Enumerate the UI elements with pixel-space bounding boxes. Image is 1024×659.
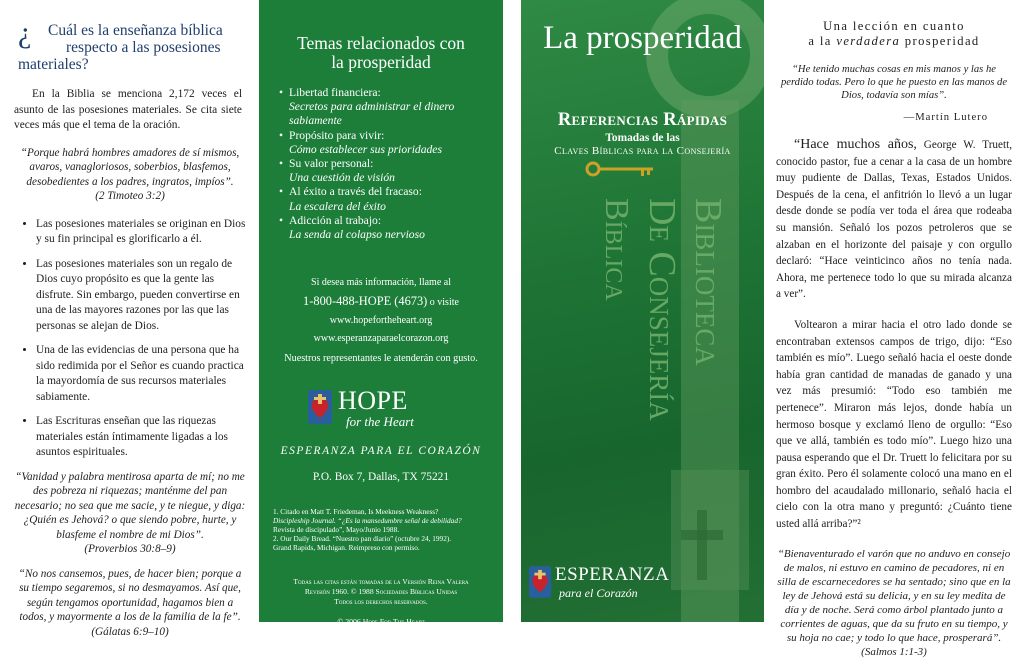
vertical-title-biblioteca: Biblioteca <box>687 198 729 366</box>
verse-proverbs <box>14 470 246 557</box>
lesson-heading-line-1: Una lección en cuanto <box>823 19 965 33</box>
list-item: • Las Escrituras enseñan que las riquezas materiales están íntimamente ligadas a los asuntos espirituales. <box>36 414 246 461</box>
story-paragraph-1 <box>776 137 1012 303</box>
contact-block <box>259 274 503 368</box>
topic-item[interactable]: • Su valor personal: Una cuestión de visión <box>289 157 503 185</box>
key-icon <box>585 160 657 178</box>
brand-subtitle: para el Corazón <box>559 586 638 600</box>
question-line-3: materiales? <box>18 56 89 73</box>
logo-for-heart-text: for the Heart <box>346 414 414 430</box>
verse-timothy <box>14 146 246 204</box>
topic-subtitle: La escalera del éxito <box>289 199 386 213</box>
brand-name: ESPERANZA <box>555 564 670 585</box>
heart-logo-icon <box>306 388 334 426</box>
verse-text: “Porque habrá hombres amadores de sí mismos, avaros, vanagloriosos, soberbios, blasfemos, desobedientes a los padres, ingratos, impíos”. <box>20 146 240 188</box>
copyright-line: Todos los derechos reservados. <box>334 597 428 607</box>
topic-title: Al éxito a través del fracaso: <box>289 185 422 199</box>
footnote-line: 1. Citado en Matt T. Friedeman, Is Meekness Weakness? <box>273 507 439 517</box>
copyright-line: Todas las citas están tomadas de la Versión Reina Valera <box>293 577 469 587</box>
luther-quote: “He tenido muchas cosas en mis manos y las he perdido todas. Pero lo que he puesto en las manos de Dios, todavía son mías”. <box>780 64 1008 101</box>
topic-title: Su valor personal: <box>289 157 374 171</box>
footnote-line: Grand Rapids, Michigan. Reimpreso con permiso. <box>273 543 420 553</box>
title-line-1: Temas relacionados con <box>297 33 465 53</box>
copyright-hope: © 2006 Hope For The Heart <box>337 617 425 627</box>
verse-reference: (Salmos 1:1-3) <box>861 645 927 658</box>
story-lead: “Hace muchos años, <box>794 137 917 152</box>
heading-text: prosperidad <box>900 34 980 48</box>
list-item: • Las posesiones materiales son un regalo de Dios cuyo propósito es que la gente las disfrute. Sin embargo, pueden convertirse en una de las mayores razones por las que las personas se alejan de Dios. <box>36 257 246 335</box>
list-item: • Las posesiones materiales se originan en Dios y su fin principal es glorificarlo a él. <box>36 217 246 248</box>
intro-paragraph: En la Biblia se menciona 2,172 veces el asunto de las posesiones materiales. Se cita siete veces más que el tema de la oración. <box>14 88 242 131</box>
esperanza-brand <box>525 562 675 606</box>
heart-logo-icon <box>527 564 553 600</box>
heading-text: a la <box>808 34 837 48</box>
quick-references-subtitle-2: Claves Bíblicas para la Consejería <box>554 145 731 157</box>
question-line-1: Cuál es la enseñanza bíblica <box>48 22 223 39</box>
teaching-list <box>14 217 246 461</box>
po-box: P.O. Box 7, Dallas, TX 75221 <box>312 471 450 484</box>
verse-reference: (Gálatas 6:9–10) <box>91 625 169 638</box>
topic-subtitle: Cómo establecer sus prioridades <box>289 142 442 156</box>
footnote-line: Discipleship Journal. “¿Es la mansedumbre señal de debilidad? <box>273 516 462 526</box>
footnotes <box>273 507 489 552</box>
verse-reference: (Proverbios 30:8–9) <box>84 543 176 555</box>
topic-item[interactable]: • Libertad financiera: Secretos para administrar el dinero sabiamente <box>289 86 503 129</box>
representatives-note: Nuestros representantes le atenderán con gusto. <box>284 353 478 365</box>
quick-references-subtitle: Tomadas de las <box>605 132 680 144</box>
topic-subtitle: Secretos para administrar el dinero sabiamente <box>289 100 455 128</box>
story-paragraph-2: Voltearon a mirar hacia el otro lado donde se encontraban extensos campos de trigo, dijo: “Eso también es mío”. Luego señaló hacia el oeste donde había gran cantidad de manadas de ganado y una vez más presumió: “Todo eso también me pertenece”. Miraron más lejos, donde había un hermoso bosque y exclamó lleno de orgullo: “Eso que ve allá, también es todo mío”. Luego hizo una pausa esperando que el Dr. Truett lo felicitara por su gran éxito. Pero él solamente colocó una mano en el hombro del acaudalado millonario, señaló hacia el cielo con la otra mano y preguntó: ¿Cuánto tiene usted allá arriba?”² <box>776 318 1012 531</box>
related-topics-title <box>259 34 503 72</box>
panel-cover <box>521 0 764 622</box>
topic-title: Propósito para vivir: <box>289 128 385 142</box>
verse-text: “Bienaventurado el varón que no anduvo en consejo de malos, ni estuvo en camino de pecadores, ni en silla de escarnecedores se ha sentado; sino que en la ley de Jehová está su delicia, y en su ley medita de día y de noche. Será como árbol plantado junto a corrientes de aguas, que da su fruto en su tiempo, y su hoja no cae; y todo lo que hace, prosperará”. <box>777 547 1011 644</box>
topic-item[interactable]: • Propósito para vivir: Cómo establecer sus prioridades <box>289 129 503 157</box>
story-text: George W. Truett, conocido pastor, fue a cenar a la casa de un hombre muy pudiente de Dallas, Texas, Estados Unidos. Después de la cena, el anfitrión lo llevó a un lugar desde donde se podía ver toda el área que rodeaba su mansión. Señaló los pozos petroleros que se alzaban en el horizonte del paisaje y con orgullo declaró: “Hace veinticinco años no tenía nada. Ahora, me pertenece todo lo que su mirada alcanza a ver”. <box>776 139 1012 301</box>
logo-hope-text: HOPE <box>338 386 408 416</box>
topic-subtitle: La senda al colapso nervioso <box>289 228 425 242</box>
phone-number[interactable]: 1-800-488-HOPE (4673) <box>303 294 428 309</box>
panel-biblical-teaching <box>14 0 246 638</box>
topic-title: Libertad financiera: <box>289 86 381 99</box>
hope-logo <box>306 388 456 432</box>
topics-list <box>259 86 503 242</box>
topic-item[interactable]: • Al éxito a través del fracaso: La escalera del éxito <box>289 185 503 213</box>
vertical-title-biblica: Bíblica <box>598 198 635 301</box>
website-link[interactable]: www.hopefortheheart.org <box>329 315 433 327</box>
verse-galatians <box>14 567 246 640</box>
copyright-notice <box>259 577 503 607</box>
cover-title: La prosperidad <box>543 20 742 56</box>
quote-author: —Martín Lutero <box>903 112 988 123</box>
verse-text: “Vanidad y palabra mentirosa aparta de mí; no me des pobreza ni riquezas; manténme del pan necesario; no sea que me sacie, y te niegue, y diga: ¿Quién es Jehová? o que siendo pobre, hurte, y blasfeme el nombre de mi Dios”. <box>14 470 246 541</box>
website-link[interactable]: www.esperanzaparaelcorazon.org <box>313 333 449 345</box>
phone-suffix: o visite <box>427 297 459 309</box>
panel-true-prosperity <box>776 0 1012 658</box>
lesson-heading-line-2 <box>776 34 1012 49</box>
list-item: • Una de las evidencias de una persona que ha sido redimida por el Señor es cuando practica la mayordomía de sus recursos materiales sabiamente. <box>36 343 246 405</box>
esperanza-tagline: ESPERANZA PARA EL CORAZÓN <box>280 445 482 458</box>
copyright-line: Revisión 1960. © 1988 Sociedades Bíblicas Unidas <box>304 587 458 597</box>
verse-psalms <box>776 547 1012 659</box>
question-heading <box>14 16 246 73</box>
topic-subtitle: Una cuestión de visión <box>289 171 395 185</box>
footnote-line: Revista de discipulado”, Mayo/Junio 1988. <box>273 525 400 535</box>
verse-text: “No nos cansemos, pues, de hacer bien; porque a su tiempo segaremos, si no desmayamos. Así que, según tengamos oportunidad, hagamos bien a todos, y mayormente a los de la familia de la fe”. <box>18 567 242 623</box>
verse-reference: (2 Timoteo 3:2) <box>95 190 165 202</box>
question-mark: ¿ <box>18 16 32 49</box>
title-line-2: la prosperidad <box>331 52 431 72</box>
panel-related-topics <box>259 0 503 627</box>
contact-intro: Si desea más información, llame al <box>311 277 451 289</box>
heading-emphasis: verdadera <box>836 34 901 48</box>
quick-references-heading: Referencias Rápidas <box>557 110 728 130</box>
question-line-2: respecto a las posesiones <box>66 39 221 56</box>
footnote-line: 2. Our Daily Bread. “Nuestro pan diario” (octubre 24, 1992). <box>273 534 452 544</box>
vertical-title-consejeria: De Consejería <box>641 198 683 421</box>
topic-item[interactable]: • Adicción al trabajo: La senda al colapso nervioso <box>289 214 503 242</box>
topic-title: Adicción al trabajo: <box>289 213 382 227</box>
